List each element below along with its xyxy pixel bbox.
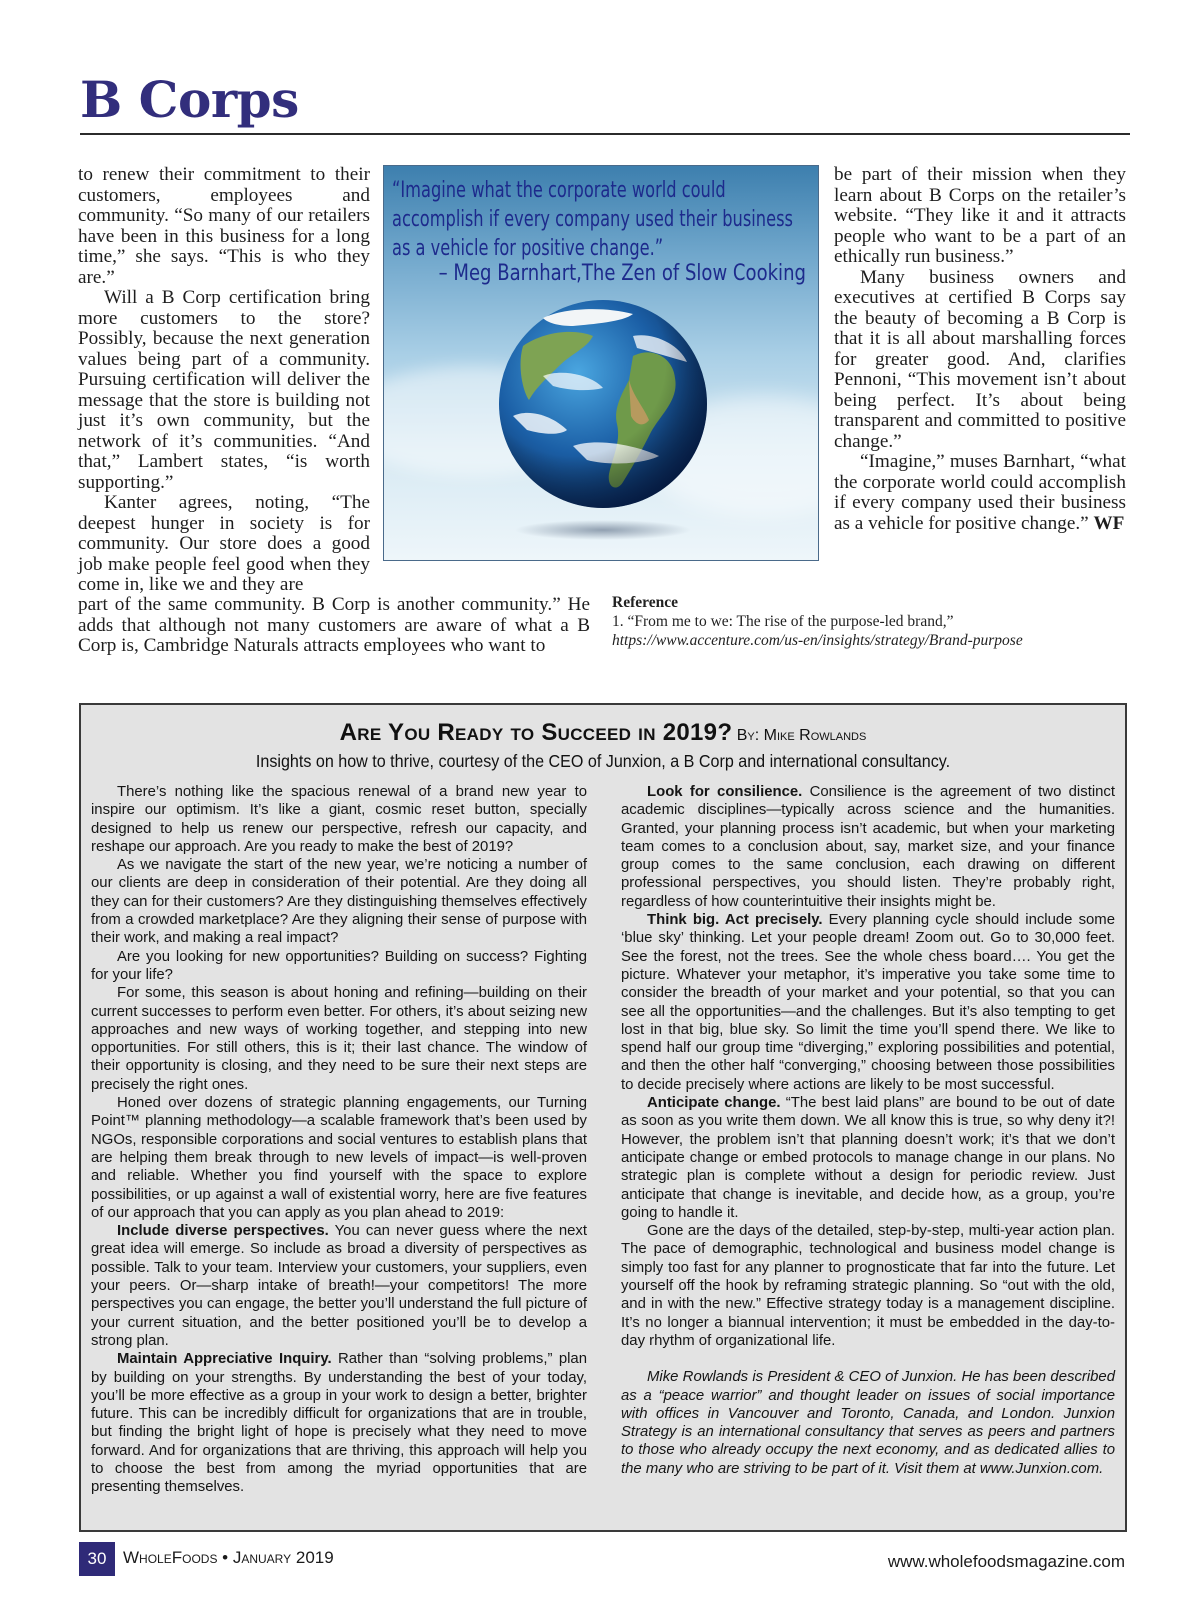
sidebar-paragraph: There’s nothing like the spacious renewal of a brand new year to inspire our optimism. It’s like a giant, cosmic reset button, specially designed to help us renew our perspective, refresh our capacity, and reshape our approach. Are you ready to make the best of 2019? [91, 784, 587, 855]
pull-quote-text: “Imagine what the corporate world could accomplish if every company used their business as a vehicle for positive change.” [392, 178, 794, 261]
earth-globe-icon [483, 296, 723, 546]
article-paragraph: Will a B Corp certification bring more customers to the store? Possibly, because the next generation values being part of a community. Pursuing certification will deliver the message that the store is building not just it’s own community, but the network of it’s communities. “And that,” Lambert states, “is worth supporting.” [78, 287, 370, 493]
sidebar-column-left [91, 783, 587, 1497]
sidebar-byline: By: Mike Rowlands [736, 727, 867, 744]
article-column-right [834, 165, 1126, 534]
sidebar-paragraph: Gone are the days of the detailed, step-by-step, multi-year action plan. The pace of demographic, technological and business model change is simply too fast for any planner to prognosticate that far into the future. Let yourself off the hook by reframing strategic planning. So “out with the old, and in with the new.” Effective strategy today is a management discipline. It’s no longer a biannual intervention; it must be embedded in the day-to-day rhythm of organizational life. [621, 1223, 1115, 1349]
article-paragraph: be part of their mission when they learn about B Corps on the retailer’s website. “They like it and it attracts people who want to be a part of an ethically run business.” [834, 164, 1126, 267]
article-column-left [78, 165, 370, 596]
sidebar-heading [81, 719, 1125, 747]
sidebar-paragraph: Include diverse perspectives. You can never guess where the next great idea will emerge. So include as broad a diversity of perspectives as possible. Talk to your team. Interview your customers, your suppliers, even your peers. Or—sharp intake of breath!—your competitors! The more perspectives you can engage, the better you’ll understand the full picture of your current situation, and the better positioned you’ll be to develop a strong plan. [91, 1223, 587, 1349]
article-paragraph [834, 452, 1126, 534]
reference-text: 1. “From me to we: The rise of the purpose-led brand,” [612, 613, 954, 630]
sidebar-paragraph: Anticipate change. “The best laid plans” are bound to be out of date as soon as you write them down. We all know this is true, so why deny it?! However, the problem isn’t that planning doesn’t work; it’s that we don’t anticipate change or embed protocols to manage change in our plans. No strategic plan is complete without a design for periodic review. Just anticipate that change is inevitable, and decide how, as a group, you’re going to handle it. [621, 1095, 1115, 1221]
magazine-url[interactable]: www.wholefoodsmagazine.com [887, 1552, 1125, 1571]
sidebar-paragraph: As we navigate the start of the new year, we’re noticing a number of our clients are deep in consideration of their potential. Are they doing all they can for their customers? Are they distinguishing themselves effectively from a crowded marketplace? Are they aligning their sense of purpose with their work, and making a real impact? [91, 857, 587, 947]
reference-link[interactable]: https://www.accenture.com/us-en/insights/strategy/Brand-purpose [612, 632, 1023, 649]
sidebar-paragraph: For some, this season is about honing and refining—building on their current successes to perform even better. For others, it’s about seizing new approaches and new ways of working together, and stepping into new opportunities. For still others, this is it; their last chance. The window of their opportunity is closing, and they need to be sure their next steps are precisely the right ones. [91, 985, 587, 1093]
pull-quote-image [383, 165, 819, 561]
article-paragraph: to renew their commitment to their customers, employees and community. “So many of our retailers have been in this business for a long time,” she says. “This is who they are.” [78, 164, 370, 288]
sidebar-title: Are You Ready to Succeed in 2019? [339, 719, 733, 746]
title-divider [80, 133, 1130, 135]
sidebar-article [79, 703, 1127, 1532]
article-paragraph: Kanter agrees, noting, “The deepest hunger in society is for community. Our store does a good job make people feel good when they come in, like we and they are [78, 492, 370, 595]
sidebar-paragraph: Honed over dozens of strategic planning engagements, our Turning Point™ planning methodology—a scalable framework that’s been used by NGOs, responsible corporations and social ventures to establish plans that are helping them break through to new levels of impact—is well-proven and reliable. Whether you find yourself with the space to explore possibilities, or up against a wall of existential worry, here are five features of our approach that you can apply as you plan ahead to 2019: [91, 1095, 587, 1221]
reference-block [612, 593, 1122, 650]
reference-title: Reference [612, 594, 678, 611]
section-title: B Corps [80, 70, 299, 129]
article-paragraph: part of the same community. B Corp is another community.” He adds that although not many customers are aware of what a B Corp is, Cambridge Naturals attracts employees who want to [78, 594, 590, 656]
article-paragraph: Many business owners and executives at certified B Corps say the beauty of becoming a B Corp is that it is all about marshalling forces for greater good. And, clarifies Pennoni, “This movement isn’t about being perfect. It’s about being transparent and committed to positive change.” [834, 266, 1126, 452]
sidebar-paragraph: Maintain Appreciative Inquiry. Rather than “solving problems,” plan by building on your strengths. By understanding the best of your today, you’ll be more effective as a group in your work to design a better, brighter future. This can be incredibly difficult for organizations that are in trouble, but finding the bright light of hope is precisely what they need to move forward. And for organizations that are thriving, this approach will help you to choose the best from among the myriad opportunities that are presenting themselves. [91, 1351, 587, 1496]
reference-entry [612, 612, 1122, 650]
sidebar-subtitle: Insights on how to thrive, courtesy of the CEO of Junxion, a B Corp and international consultancy. [255, 751, 951, 771]
page-number: 30 [79, 1542, 115, 1576]
article-column-left-continued [78, 595, 590, 657]
end-mark: WF [1093, 512, 1125, 534]
pull-quote-author: – Meg Barnhart,The Zen of Slow Cooking [438, 261, 806, 286]
sidebar-paragraph: Think big. Act precisely. Every planning cycle should include some ‘blue sky’ thinking. Let your people dream! Zoom out. Go to 30,000 feet. See the forest, not the trees. See the whole chess board…. You get the picture. Whatever your metaphor, it’s imperative you take some time to consider the breadth of your market and your potential, so that you can see all the opportunities—and the challenges. But it’s also tempting to get lost in that big, blue sky. So limit the time you’ll spend there. We like to spend half our group time “diverging,” exploring possibilities and potential, and then the other half “converging,” choosing between those possibilities to decide precisely where actions are likely to be most successful. [621, 912, 1115, 1093]
sidebar-column-right [621, 783, 1115, 1478]
sidebar-paragraph: Look for consilience. Consilience is the agreement of two distinct academic disciplines—typically across science and the humanities. Granted, your planning process isn’t academic, but when your marketing team comes to a conclusion about, say, market size, and your finance group comes to the same conclusion, each drawing on different professional perspectives, you should listen. They’re probably right, regardless of how counterintuitive their insights might be. [621, 784, 1115, 910]
author-bio: Mike Rowlands is President & CEO of Junxion. He has been described as a “peace warrior” and thought leader on issues of social importance with offices in Vancouver and Toronto, Canada, and London. Junxion Strategy is an international consultancy that serves as peers and partners to those who already occupy the next economy, and as dedicated allies to the many who are striving to be part of it. Visit them at www.Junxion.com. [621, 1369, 1115, 1477]
article-paragraph-text: “Imagine,” muses Barnhart, “what the corporate world could accomplish if every company used their business as a vehicle for positive change.” [834, 451, 1126, 534]
sidebar-paragraph: Are you looking for new opportunities? Building on success? Fighting for your life? [91, 948, 587, 983]
magazine-issue: WholeFoods • January 2019 [123, 1548, 334, 1567]
